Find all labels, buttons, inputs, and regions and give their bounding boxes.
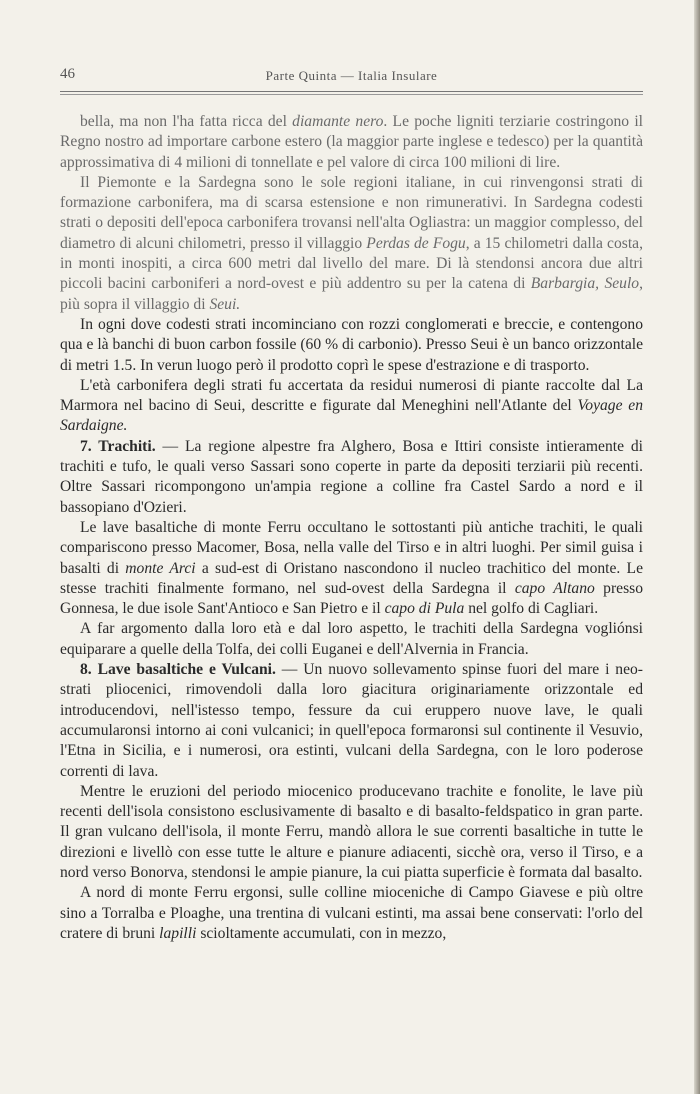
text-run: bella, ma non l'ha fatta ricca del	[80, 113, 293, 130]
paragraph	[60, 883, 643, 944]
paragraph	[60, 173, 643, 315]
text-run: , a 15 chilometri dalla costa, in monti inospiti, a circa 600 metri dal livello del mare. Di là stendonsi ancora due altri piccoli bacini carboniferi a nord-ovest e più addentro su per la catena di	[60, 234, 643, 293]
paragraph	[60, 660, 643, 782]
italic-text: diamante nero	[292, 113, 384, 130]
paragraph	[60, 619, 643, 660]
italic-text: monte Arci	[125, 559, 196, 577]
italic-text: capo Altano	[514, 579, 595, 597]
text-run: . Le poche ligniti terziarie costringono il Regno nostro ad importare carbone estero (la maggior parte inglese e tedesco) per la quantità approssimativa di 4 milioni di tonnellate e pel valore di circa 100 milioni di lire.	[60, 113, 643, 171]
italic-text: capo di Pula	[384, 600, 465, 618]
paragraph	[60, 112, 643, 173]
text-run: Il Piemonte e la Sardegna sono le sole regioni italiane, in cui rinvengonsi strati di formazione carbonifera, ma di scarsa estensione e non rimunerativi. In Sardegna codesti strati o depositi dell'epoca carbonifera trovansi nell'alta Ogliastra: un maggior complesso, del diametro di alcuni chilometri, presso il villaggio	[60, 173, 643, 252]
text-run: , più sopra il villaggio di	[60, 275, 644, 313]
paragraph	[60, 518, 643, 619]
text-run: a sud-est di Oristano nascondono il nucleo trachitico del monte. Le stesse trachiti finalmente formano, nel sud-ovest della Sardegna il	[60, 559, 643, 597]
running-title: Parte Quinta — Italia Insulare	[265, 68, 438, 83]
text-run: A far argomento dalla loro età e dal loro aspetto, le trachiti della Sardegna vogliónsi equiparare a quelle della Tolfa, dei colli Euganei e dell'Alvernia in Francia.	[60, 620, 643, 658]
text-run: A nord di monte Ferru ergonsi, sulle colline mioceniche di Campo Giavese e più oltre sino a Torralba e Ploaghe, una trentina di vulcani estinti, ma assai bene conservati: l'orlo del cratere di bruni	[60, 884, 643, 942]
page-header	[60, 62, 643, 90]
paragraph	[60, 315, 643, 376]
italic-text: Voyage en Sardaigne.	[60, 397, 643, 435]
text-run: — La regione alpestre fra Alghero, Bosa e Ittiri consiste intieramente di trachiti e tufo, le quali verso Sassari sono coperte in parte da depositi terziarii più recenti. Oltre Sassari ricompongono un'ampia regione a colline fra Castel Sardo a nord e il bassopiano d'Ozieri.	[60, 437, 643, 516]
text-run: Le lave basaltiche di monte Ferru occultano le sottostanti più antiche trachiti, le quali compariscono presso Macomer, Bosa, nella valle del Tirso e in altri luoghi. Per simil guisa i basalti di	[60, 518, 643, 577]
section-heading: 8. Lave basaltiche e Vulcani.	[80, 661, 276, 679]
italic-text: lapilli	[159, 924, 197, 942]
text-run: L'età carbonifera degli strati fu accertata da residui numerosi di piante raccolte dal La Marmora nel bacino di Seui, descritte e figurate dal Meneghini nell'Atlante del	[60, 376, 643, 415]
italic-text: Barbargia, Seulo	[530, 275, 640, 293]
text-run: In ogni dove codesti strati incominciano con rozzi conglomerati e breccie, e contengono qua e là banchi di buon carbon fossile (60 % di carbonio). Presso Seui è un banco orizzontale di metri 1.5. In verun luogo però il prodotto coprì le spese d'estrazione e di trasporto.	[60, 315, 643, 374]
body-text	[60, 112, 643, 944]
page-edge-shadow	[694, 0, 700, 1094]
section-heading: 7. Trachiti.	[80, 437, 156, 455]
italic-text: Perdas de Fogu	[366, 234, 466, 252]
text-run: Mentre le eruzioni del periodo miocenico producevano trachite e fonolite, le lave più recenti dell'isola consistono esclusivamente di basalto e di basalto-feldspatico in gran parte. Il gran vulcano dell'isola, il monte Ferru, mandò allora le sue correnti basaltiche in tutte le direzioni e livellò con esse tutte le alture e pianure adiacenti, sicchè ora, verso il Tirso, e a nord verso Bonorva, stendonsi le ampie pianure, la cui piatta superficie è formata dal basalto.	[60, 782, 643, 881]
text-run: nel golfo di Cagliari.	[464, 600, 599, 618]
paragraph	[60, 782, 643, 883]
text-run: scioltamente accumulati, con in mezzo,	[196, 924, 447, 942]
text-run: presso Gonnesa, le due isole Sant'Antioco e San Pietro e il	[60, 579, 644, 618]
paragraph	[60, 437, 643, 518]
header-rule	[60, 91, 643, 95]
italic-text: Seui.	[209, 295, 241, 313]
page-number: 46	[60, 66, 75, 82]
text-run: — Un nuovo sollevamento spinse fuori del mare i neo-strati pliocenici, rimovendoli dalla loro giacitura originariamente orizzontale ed introducendovi, nell'istesso tempo, fessure da cui eruppero nuove lave, le quali accumularonsi intorno ai coni vulcanici; in quell'epoca formaronsi sul continente il Vesuvio, l'Etna in Sicilia, e i numerosi, ora estinti, vulcani della Sardegna, con le loro poderose correnti di lava.	[60, 661, 643, 780]
paragraph	[60, 376, 643, 437]
